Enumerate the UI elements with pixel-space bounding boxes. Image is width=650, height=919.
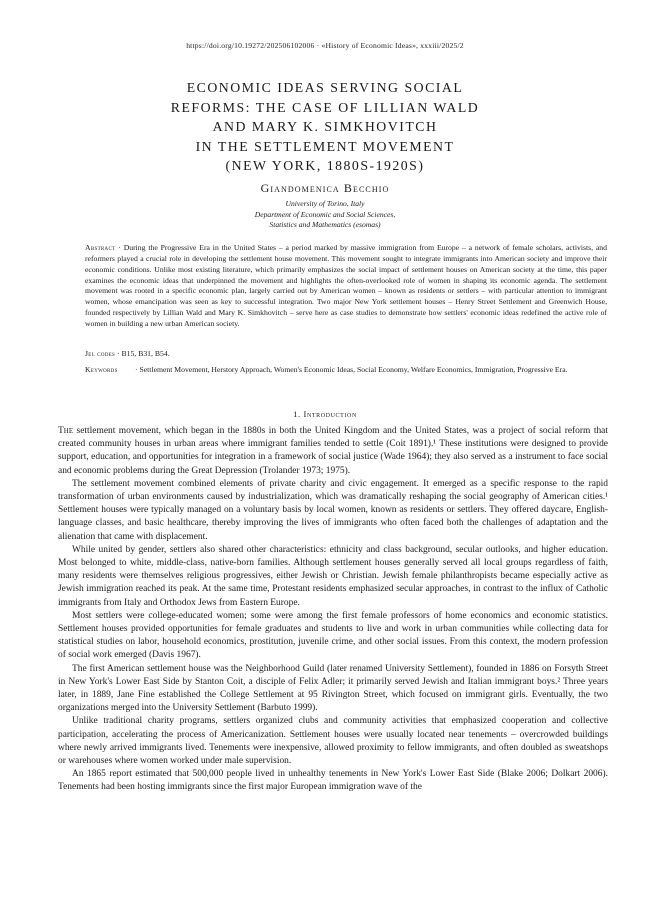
paragraph-text: settlement movement, which began in the 1880s in both the United Kingdom and the United States, was a project of social reform that created community houses in urban areas where immigrant families tended to settle (Coit 1891).¹ These institutions were designed to provide support, education, and opportunities for integration in a framework of social justice (Wade 1964); they also served as a instrument to face social and economic problems during the Great Depression (Trolander 1973; 1975). <box>58 426 608 476</box>
abstract-label: Abstract <box>85 243 116 252</box>
jel-text: · B15, B31, B54. <box>115 349 170 358</box>
body-paragraph: Most settlers were college-educated women; some were among the first female professors of home economics and economic statistics. Settlement houses provided opportunities for female graduates and students to live and work in urban communities while collecting data for statistical studies on labor, household economics, prostitution, juvenile crime, and other social issues. From this context, the modern profession of social work emerged (Davis 1967). <box>58 610 608 661</box>
body-paragraph: While united by gender, settlers also shared other characteristics: ethnicity and class background, secular outlooks, and higher education. Most belonged to white, middle-class, native-born families. Although settlement houses generally served all local groups regardless of faith, many residents were themselves religious progressives, either Jewish or Christian. Jewish female philanthropists became especially active as Jewish immigration reached its peak. At the same time, Protestant residents emphasized secular approaches, in contrast to the influx of Catholic immigrants from Italy and Orthodox Jews from Eastern Europe. <box>58 544 608 608</box>
author-affiliation <box>0 199 650 231</box>
title-line: ECONOMIC IDEAS SERVING SOCIAL <box>186 80 464 95</box>
keywords <box>85 365 607 376</box>
jel-label: Jel codes <box>85 349 116 358</box>
article-body <box>58 425 608 795</box>
title-line: REFORMS: THE CASE OF LILLIAN WALD <box>170 99 480 115</box>
running-head: https://doi.org/10.19272/202506102006 · «History of Economic Ideas», xxxiii/2025/2 <box>186 41 464 50</box>
title-line: (NEW YORK, 1880S-1920S) <box>225 158 425 174</box>
body-paragraph: The settlement movement combined elements of private charity and civic engagement. It emerged as a specific response to the rapid transformation of urban environments caused by industrialization, which was dramatically reshaping the social geography of American cities.¹ Settlement houses were typically managed on a voluntary basis by local women, known as residents or settlers. They offered daycare, English-language classes, and basic healthcare, thereby improving the lives of immigrants who often faced both the challenges of adaptation and the alienation that came with displacement. <box>58 478 608 542</box>
section-heading: 1. Introduction <box>293 409 357 419</box>
article-title <box>0 78 650 176</box>
abstract <box>85 243 607 330</box>
title-line: IN THE SETTLEMENT MOVEMENT <box>195 138 455 154</box>
affiliation-line: University of Torino, Italy <box>285 199 365 208</box>
keywords-text: · Settlement Movement, Herstory Approach, Women's Economic Ideas, Social Economy, Welfare Economics, Immigration, Progressive Era. <box>135 365 568 374</box>
affiliation-line: Statistics and Mathematics (esomas) <box>269 220 381 230</box>
body-paragraph: Unlike traditional charity programs, settlers organized clubs and community activities that emphasized cooperation and collective participation, accelerating the process of Americanization. Settlement houses were usually located near tenements – overcrowded buildings where newly arrived immigrants lived. Tenements were inexpensive, allowed proximity to fellow immigrants, and often doubled as sweatshops or warehouses where women worked under male supervision. <box>58 716 608 767</box>
jel-codes <box>85 349 607 358</box>
body-paragraph: The first American settlement house was the Neighborhood Guild (later renamed University Settlement), founded in 1886 on Forsyth Street in New York's Lower East Side by Stanton Coit, a disciple of Felix Adler; it primarily served Jewish and Italian immigrant boys.² Three years later, in 1889, Jane Fine established the College Settlement at 95 Rivington Street, which focused on immigrant girls. Eventually, the two organizations merged into the University Settlement (Barbuto 1999). <box>58 663 608 714</box>
affiliation-line: Department of Economic and Social Sciences, <box>254 209 396 219</box>
body-paragraph <box>58 425 608 478</box>
body-paragraph: An 1865 report estimated that 500,000 people lived in unhealthy tenements in New York's Lower East Side (Blake 2006; Dolkart 2006). Tenements had been hosting immigrants since the first major European immigration wave of the <box>58 769 608 793</box>
author-name: Giandomenica Becchio <box>260 181 390 195</box>
title-line: AND MARY K. SIMKHOVITCH <box>212 119 438 135</box>
keywords-label: Keywords <box>85 365 118 374</box>
paragraph-lead-word: The <box>58 426 74 436</box>
abstract-text: · During the Progressive Era in the United States – a period marked by massive immigration from Europe – a network of female scholars, activists, and reformers played a crucial role in developing the settlement house movement. This movement sought to integrate immigrants into American society and improve their economic conditions. Unlike most existing literature, which primarily emphasizes the social impact of settlement houses on American society at the time, this paper examines the economic ideas that underpinned the movement and highlights the often-overlooked role of women in shaping its economic agenda. The settlement movement was rooted in a specific economic plan, largely carried out by American women – known as residents or settlers – with particular attention to immigrant women, whose emancipation was seen as key to successful integration. Two major New York settlement houses – Henry Street Settlement and Greenwich House, founded respectively by Lillian Wald and Mary K. Simkhovitch – serve here as case studies to demonstrate how settlers' economic ideas redefined the active role of women in building a new urban American society. <box>85 243 607 328</box>
